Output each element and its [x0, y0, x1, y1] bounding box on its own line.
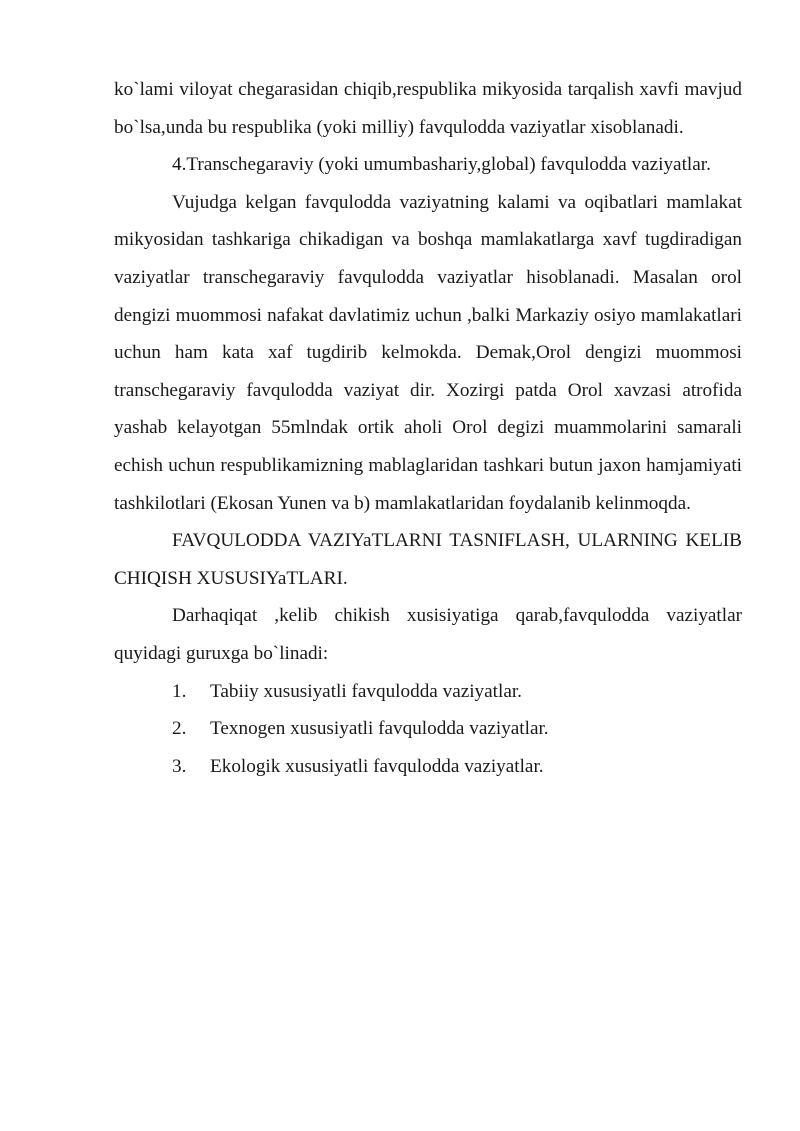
document-page [114, 71, 742, 785]
list-item [114, 710, 742, 748]
paragraph-classification-intro: Darhaqiqat ,kelib chikish xusisiyatiga qarab,favqulodda vaziyatlar quyidagi guruxga bo`linadi: [114, 605, 742, 664]
list-item-text: Texnogen xususiyatli favqulodda vaziyatlar. [210, 718, 549, 740]
list-item-text: Ekologik xususiyatli favqulodda vaziyatlar. [210, 755, 544, 777]
list-item-number: 2. [172, 718, 187, 740]
paragraph-continuation: ko`lami viloyat chegarasidan chiqib,respublika mikyosida tarqalish xavfi mavjud bo`lsa,unda bu respublika (yoki milliy) favqulodda vaziyatlar xisoblanadi. [114, 79, 742, 138]
paragraph-transboundary-description: Vujudga kelgan favqulodda vaziyatning kalami va oqibatlari mamlakat mikyosidan tashkariga chikadigan va boshqa mamlakatlarga xavf tugdiradigan vaziyatlar transchegaraviy favqulodda vaziyatlar hisoblanadi. Masalan orol dengizi muommosi nafakat davlatimiz uchun ,balki Markaziy osiyo mamlakatlari uchun ham kata xaf tugdirib kelmokda. Demak,Orol dengizi muommosi transchegaraviy favqulodda vaziyat dir. Xozirgi patda Orol xavzasi atrofida yashab kelayotgan 55mlndak ortik aholi Orol degizi muammolarini samarali echish uchun respublikamizning mablaglaridan tashkari butun jaxon hamjamiyati tashkilotlari (Ekosan Yunen va b) mamlakatlaridan foydalanib kelinmoqda. [114, 191, 742, 514]
list-item-text: Tabiiy xususiyatli favqulodda vaziyatlar. [210, 680, 522, 702]
list-item-number: 1. [172, 680, 187, 702]
paragraph-transboundary-heading: 4.Transchegaraviy (yoki umumbashariy,global) favqulodda vaziyatlar. [172, 154, 711, 176]
classification-list [114, 673, 742, 786]
section-heading: FAVQULODDA VAZIYaTLARNI TASNIFLASH, ULARNING KELIB CHIQISH XUSUSIYaTLARI. [114, 530, 742, 589]
list-item [114, 748, 742, 786]
list-item [114, 673, 742, 711]
list-item-number: 3. [172, 755, 187, 777]
